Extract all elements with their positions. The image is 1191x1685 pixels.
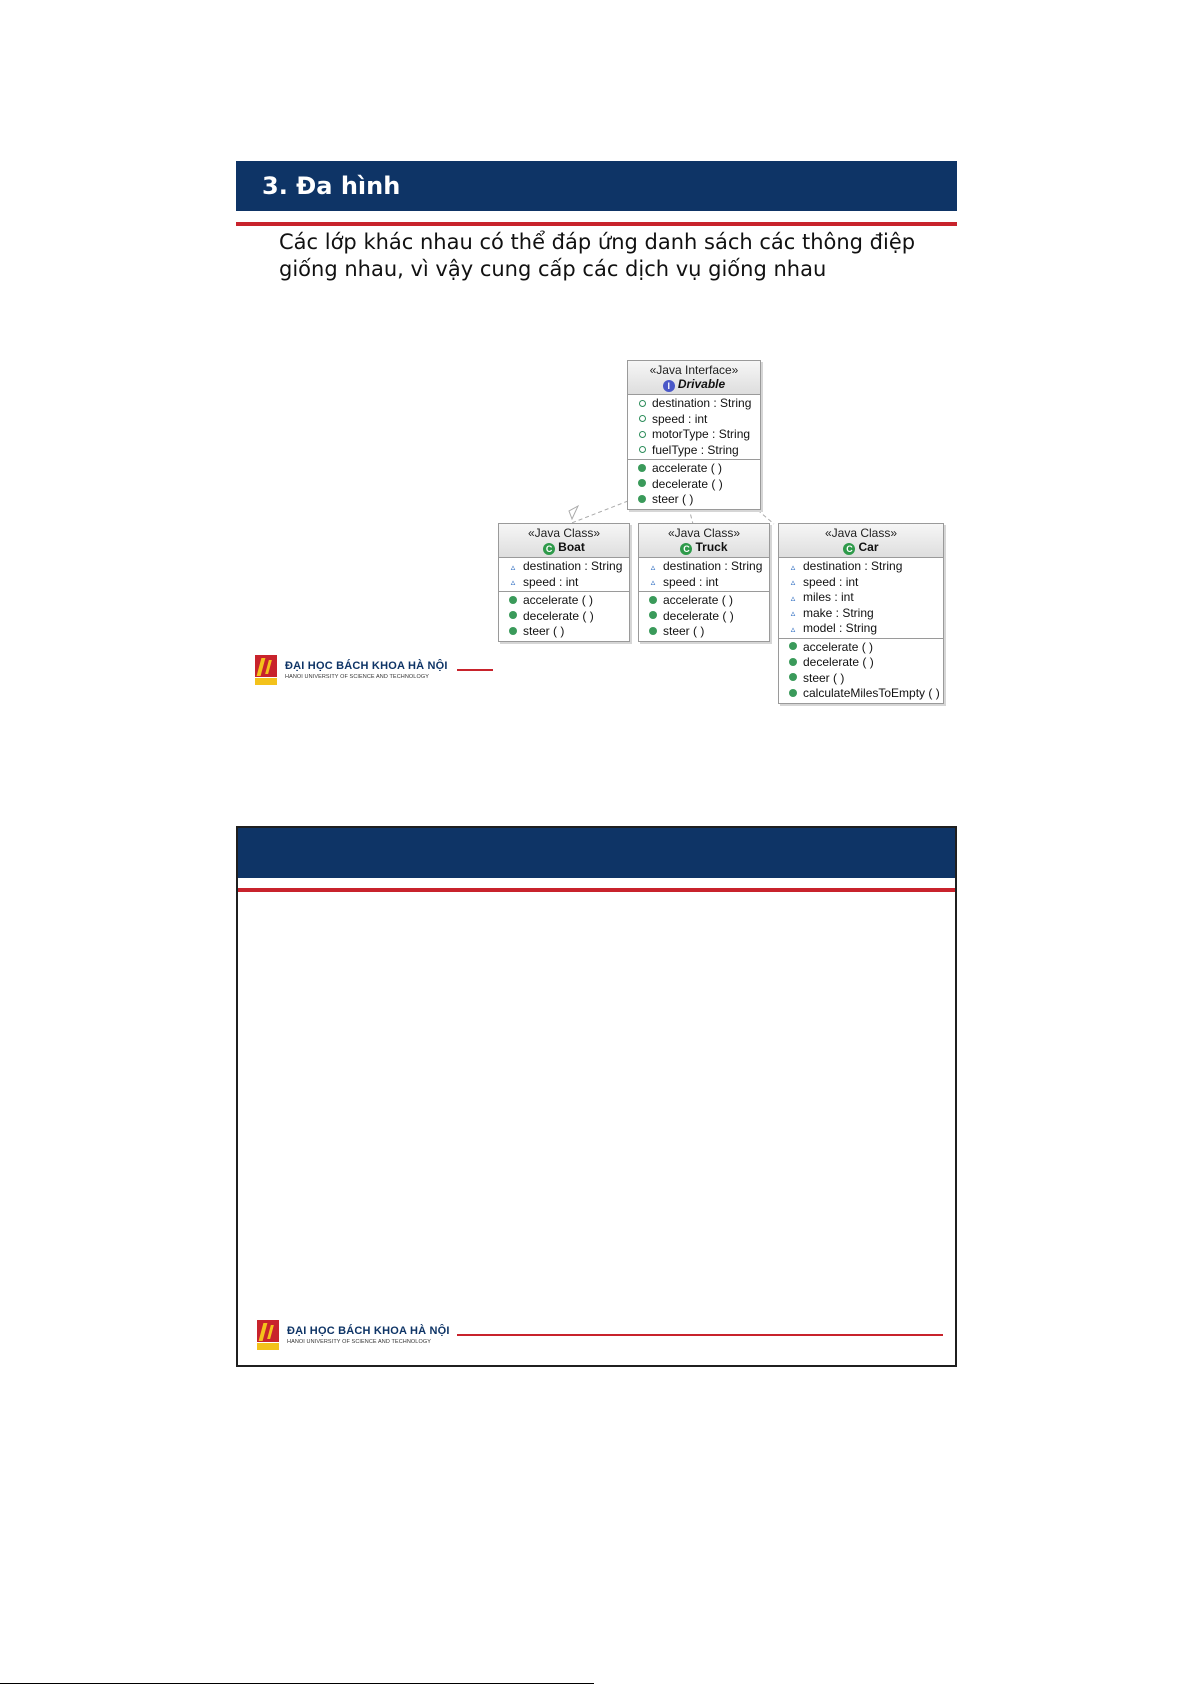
university-emblem-icon [255, 655, 277, 685]
package-field-icon: ▵ [650, 561, 656, 572]
class-icon: C [843, 543, 855, 555]
public-method-icon [647, 626, 659, 638]
university-name: ĐẠI HỌC BÁCH KHOA HÀ NỘI [287, 1324, 450, 1337]
university-subtitle: HANOI UNIVERSITY OF SCIENCE AND TECHNOLOGY [287, 1338, 431, 1345]
uml-attribute: ▵ speed : int [639, 575, 769, 591]
uml-attributes [628, 395, 760, 460]
title-underline [238, 888, 955, 892]
public-method-icon [787, 672, 799, 684]
uml-methods [628, 460, 760, 509]
uml-attribute: ▵ speed : int [499, 575, 629, 591]
public-method-icon [636, 463, 648, 475]
uml-method: accelerate ( ) [639, 593, 769, 609]
public-method-icon [647, 595, 659, 607]
uml-attribute: ▵ speed : int [779, 575, 943, 591]
uml-class-header [779, 524, 943, 558]
public-method-icon [507, 610, 519, 622]
uml-attributes [499, 558, 629, 592]
uml-method: calculateMilesToEmpty ( ) [779, 686, 943, 702]
uml-attributes [639, 558, 769, 592]
uml-methods [779, 639, 943, 703]
uml-method: steer ( ) [639, 624, 769, 640]
university-subtitle: HANOI UNIVERSITY OF SCIENCE AND TECHNOLOGY [285, 673, 429, 680]
body-line-1: Các lớp khác nhau có thể đáp ứng danh sách các thông điệp [279, 230, 916, 254]
package-field-icon: ▵ [790, 577, 796, 588]
uml-attributes [779, 558, 943, 639]
package-field-icon: ▵ [790, 608, 796, 619]
public-method-icon [787, 688, 799, 700]
class-icon: C [680, 543, 692, 555]
university-name: ĐẠI HỌC BÁCH KHOA HÀ NỘI [285, 659, 448, 672]
uml-methods [639, 592, 769, 641]
uml-method: steer ( ) [628, 492, 760, 508]
footer-rule [457, 669, 493, 671]
interface-icon: I [663, 380, 675, 392]
uml-attribute: ▵ destination : String [639, 559, 769, 575]
public-method-icon [787, 657, 799, 669]
package-field-icon: ▵ [510, 561, 516, 572]
public-field-icon [636, 398, 648, 410]
public-field-icon [636, 429, 648, 441]
uml-interface-drivable [627, 360, 761, 510]
body-line-2: giống nhau, vì vậy cung cấp các dịch vụ giống nhau [279, 257, 827, 281]
uml-attribute: ▵ miles : int [779, 590, 943, 606]
package-field-icon: ▵ [790, 592, 796, 603]
footer-rule [457, 1334, 943, 1336]
uml-method: steer ( ) [779, 671, 943, 687]
package-field-icon: ▵ [790, 623, 796, 634]
public-method-icon [636, 478, 648, 490]
uml-class-name: C Boat [499, 540, 629, 555]
public-method-icon [507, 595, 519, 607]
uml-attribute: destination : String [628, 396, 760, 412]
uml-method: decelerate ( ) [639, 609, 769, 625]
university-logo [257, 1320, 450, 1350]
uml-method: accelerate ( ) [499, 593, 629, 609]
slide-blank [236, 826, 957, 1367]
university-logo [255, 655, 448, 685]
uml-class-header [499, 524, 629, 558]
public-method-icon [787, 641, 799, 653]
uml-method: accelerate ( ) [628, 461, 760, 477]
uml-attribute: ▵ destination : String [779, 559, 943, 575]
uml-attribute: ▵ destination : String [499, 559, 629, 575]
package-field-icon: ▵ [790, 561, 796, 572]
uml-method: decelerate ( ) [779, 655, 943, 671]
public-method-icon [647, 610, 659, 622]
uml-stereotype: «Java Class» [527, 526, 601, 540]
uml-class-name: C Car [779, 540, 943, 555]
uml-interface-name-text: Drivable [677, 377, 726, 391]
uml-interface-name [628, 377, 760, 392]
public-method-icon [636, 494, 648, 506]
package-field-icon: ▵ [510, 577, 516, 588]
uml-class-boat [498, 523, 630, 642]
package-field-icon: ▵ [650, 577, 656, 588]
class-icon: C [543, 543, 555, 555]
university-emblem-icon [257, 1320, 279, 1350]
uml-attribute: ▵ make : String [779, 606, 943, 622]
uml-interface-header [628, 361, 760, 395]
uml-class-name: C Truck [639, 540, 769, 555]
uml-stereotype: «Java Class» [667, 526, 741, 540]
uml-stereotype: «Java Class» [824, 526, 898, 540]
uml-class-truck [638, 523, 770, 642]
public-method-icon [507, 626, 519, 638]
slide-title-bar [238, 828, 955, 878]
public-field-icon [636, 444, 648, 456]
slide-polymorphism [236, 161, 957, 701]
uml-class-header [639, 524, 769, 558]
uml-method: accelerate ( ) [779, 640, 943, 656]
uml-method: decelerate ( ) [499, 609, 629, 625]
uml-stereotype: «Java Interface» [649, 363, 739, 377]
uml-attribute: ▵ model : String [779, 621, 943, 637]
uml-attribute: fuelType : String [628, 443, 760, 459]
uml-attribute: motorType : String [628, 427, 760, 443]
page-footnote-rule [0, 1683, 594, 1684]
uml-method: steer ( ) [499, 624, 629, 640]
uml-attribute: speed : int [628, 412, 760, 428]
uml-methods [499, 592, 629, 641]
slide-title: 3. Đa hình [262, 172, 401, 200]
uml-class-car [778, 523, 944, 704]
public-field-icon [636, 413, 648, 425]
uml-method: decelerate ( ) [628, 477, 760, 493]
